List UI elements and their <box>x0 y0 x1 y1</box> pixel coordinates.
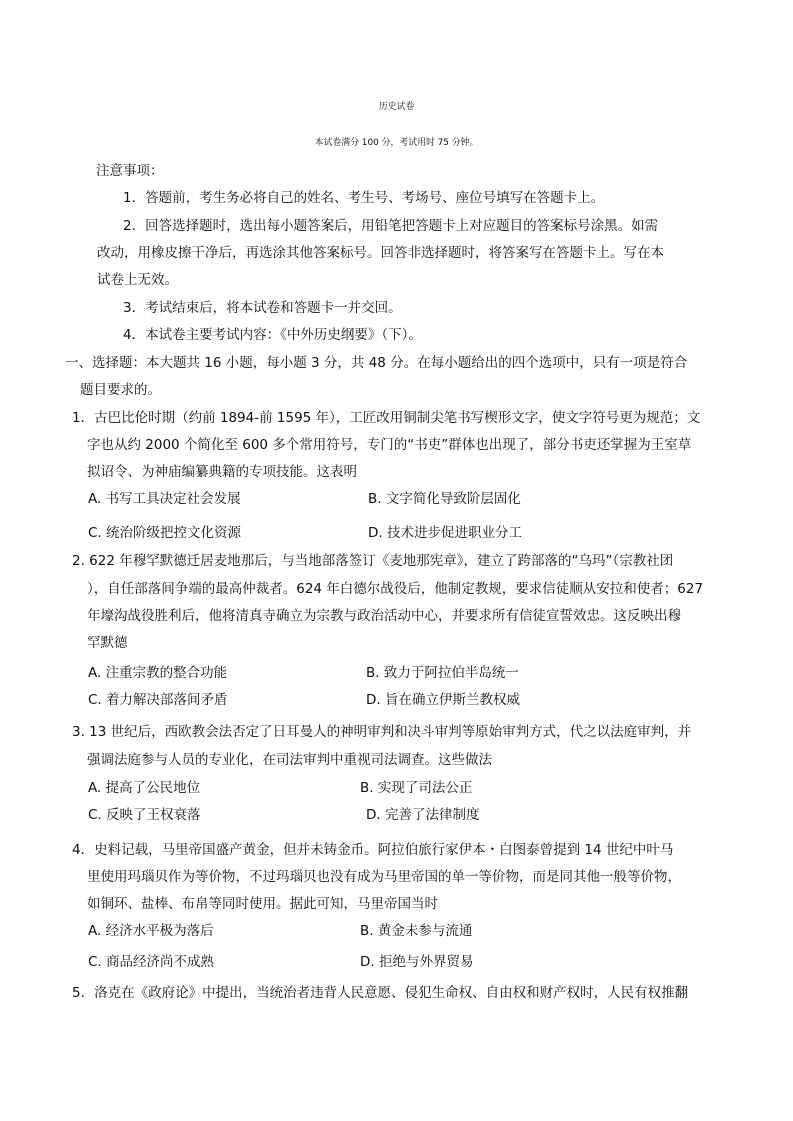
q1-stem-line-1: 1．古巴比伦时期（约前 1894-前 1595 年），工匠改用铜制尖笔书写楔形文字，使文字符号更为规范；文 <box>72 410 701 426</box>
q4-stem-line-3: 如铜环、盐棒、布帛等同时使用。据此可知，马里帝国当时 <box>87 896 438 912</box>
q3-option-b: B. 实现了司法公正 <box>360 780 473 796</box>
q2-option-c: C. 着力解决部落间矛盾 <box>88 692 228 708</box>
q1-option-b: B. 文字简化导致阶层固化 <box>368 491 521 507</box>
notice-item-4: 4．本试卷主要考试内容：《中外历史纲要》（下）。 <box>123 327 422 343</box>
q2-stem-line-1: 2. 622 年穆罕默德迁居麦地那后，与当地部落签订《麦地那宪章》，建立了跨部落的“乌玛”（宗教社团 <box>72 553 674 569</box>
notice-item-3: 3．考试结束后，将本试卷和答题卡一并交回。 <box>123 300 402 316</box>
q2-option-d: D. 旨在确立伊斯兰教权威 <box>366 692 520 708</box>
q1-option-d: D. 技术进步促进职业分工 <box>368 525 522 541</box>
q1-stem-line-3: 拟诏令、为神庙编纂典籍的专项技能。这表明 <box>87 464 357 480</box>
q1-option-c: C. 统治阶级把控文化资源 <box>88 525 242 541</box>
page-title: 历史试卷 <box>378 102 415 112</box>
q2-option-a: A. 注重宗教的整合功能 <box>88 665 228 681</box>
notice-item-2-line-2: 改动，用橡皮擦干净后，再选涂其他答案标号。回答非选择题时，将答案写在答题卡上。写在本 <box>97 245 664 261</box>
section-heading-line-2: 题目要求的。 <box>80 382 161 398</box>
q3-option-d: D. 完善了法律制度 <box>366 807 480 823</box>
q4-stem-line-1: 4．史料记载，马里帝国盛产黄金，但并未铸金币。阿拉伯旅行家伊本・白图泰曾提到 14 世纪中叶马 <box>72 842 674 858</box>
notice-heading: 注意事项： <box>96 163 164 179</box>
q2-stem-line-2: ），自任部落间争端的最高仲裁者。624 年白德尔战役后，他制定教规，要求信徒顺从安拉和使者；627 <box>87 581 704 597</box>
q4-option-a: A. 经济水平极为落后 <box>88 923 214 939</box>
q4-option-c: C. 商品经济尚不成熟 <box>88 954 215 970</box>
q4-stem-line-2: 里使用玛瑙贝作为等价物，不过玛瑙贝也没有成为马里帝国的单一等价物，而是同其他一般等价物， <box>87 869 681 885</box>
q2-option-b: B. 致力于阿拉伯半岛统一 <box>366 665 519 681</box>
section-heading-line-1: 一、选择题：本大题共 16 小题，每小题 3 分，共 48 分。在每小题给出的四个选项中，只有一项是符合 <box>65 355 688 371</box>
q2-stem-line-3: 年壕沟战役胜利后，他将清真寺确立为宗教与政治活动中心，并要求所有信徒宣誓效忠。这反映出穆 <box>87 608 681 624</box>
q3-stem-line-1: 3. 13 世纪后，西欧教会法否定了日耳曼人的神明审判和决斗审判等原始审判方式，代之以法庭审判，并 <box>72 724 692 740</box>
notice-item-1: 1．答题前，考生务必将自己的姓名、考生号、考场号、座位号填写在答题卡上。 <box>123 190 605 206</box>
notice-item-2-line-3: 试卷上无效。 <box>97 272 178 288</box>
notice-item-2-line-1: 2．回答选择题时，选出每小题答案后，用铅笔把答题卡上对应题目的答案标号涂黑。如需 <box>123 218 659 234</box>
q3-option-a: A. 提高了公民地位 <box>88 780 201 796</box>
q1-stem-line-2: 字也从约 2000 个简化至 600 多个常用符号，专门的“书吏”群体也出现了，部分书吏还掌握为王室草 <box>87 437 692 453</box>
q1-option-a: A. 书写工具决定社会发展 <box>88 491 241 507</box>
q4-option-d: D. 拒绝与外界贸易 <box>360 954 474 970</box>
exam-subtitle: 本试卷满分 100 分，考试用时 75 分钟。 <box>314 138 479 148</box>
q5-stem-line-1: 5．洛克在《政府论》中提出，当统治者违背人民意愿、侵犯生命权、自由权和财产权时，人民有权推翻 <box>72 985 689 1001</box>
q3-stem-line-2: 强调法庭参与人员的专业化，在司法审判中重视司法调查。这些做法 <box>87 752 492 768</box>
q3-option-c: C. 反映了王权衰落 <box>88 807 201 823</box>
q2-stem-line-4: 罕默德 <box>87 635 128 651</box>
q4-option-b: B. 黄金未参与流通 <box>360 923 473 939</box>
